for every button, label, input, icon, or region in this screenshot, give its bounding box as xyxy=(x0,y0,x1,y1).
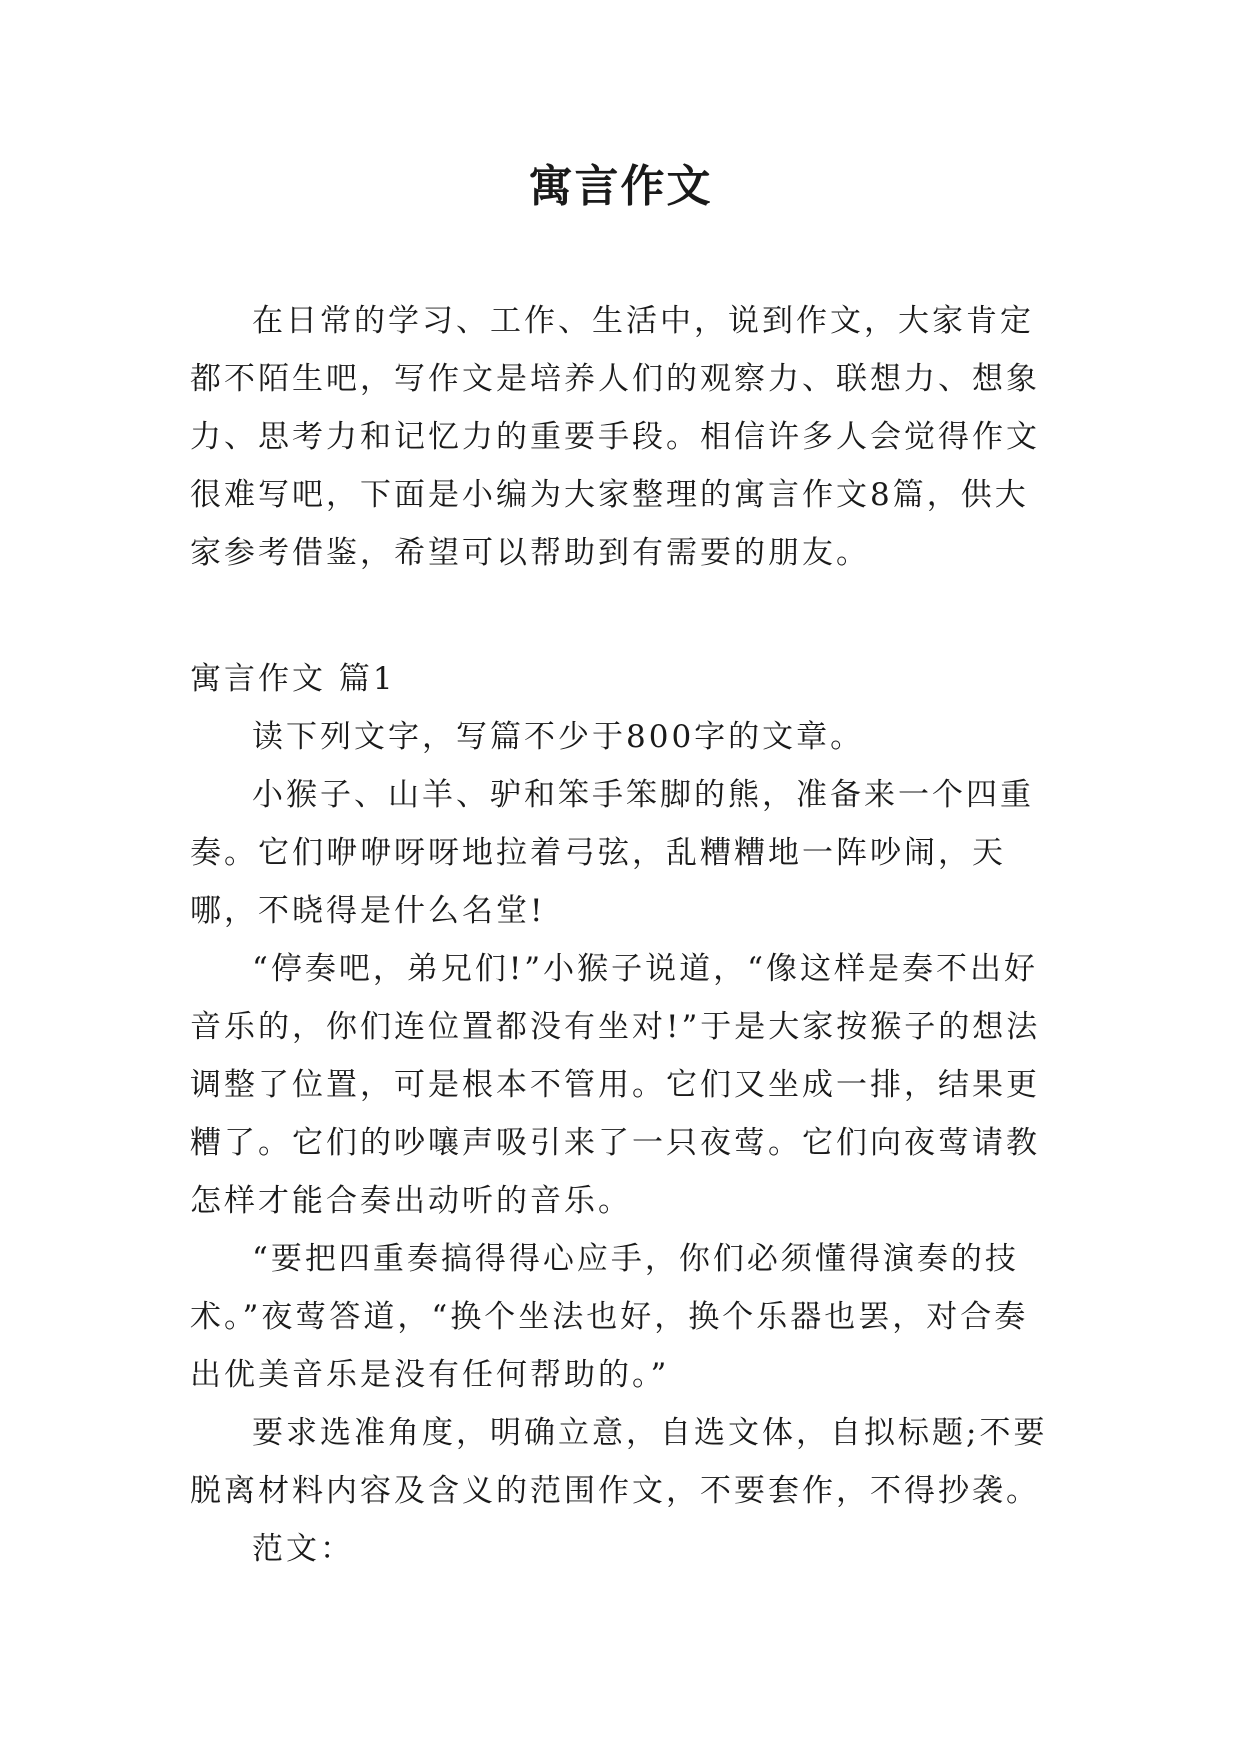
document-title: 寓言作文 xyxy=(528,161,713,212)
paragraph-prompt: 读下列文字，写篇不少于800字的文章。 xyxy=(252,719,865,755)
paragraph-sample-label: 范文： xyxy=(252,1531,354,1567)
document-body xyxy=(190,292,1052,1578)
intro-paragraph: 在日常的学习、工作、生活中，说到作文，大家肯定都不陌生吧，写作文是培养人们的观察力、联想力、想象力、思考力和记忆力的重要手段。相信许多人会觉得作文很难写吧，下面是小编为大家整理的寓言作文8篇，供大家参考借鉴，希望可以帮助到有需要的朋友。 xyxy=(190,303,1040,571)
paragraph-story-opening: 小猴子、山羊、驴和笨手笨脚的熊，准备来一个四重奏。它们咿咿呀呀地拉着弓弦，乱糟糟地一阵吵闹，天哪，不晓得是什么名堂! xyxy=(190,777,1034,929)
paragraph-nightingale-reply: “要把四重奏搞得得心应手，你们必须懂得演奏的技术。”夜莺答道，“换个坐法也好，换个乐器也罢，对合奏出优美音乐是没有任何帮助的。” xyxy=(190,1241,1029,1393)
section-heading: 寓言作文 篇1 xyxy=(190,661,396,697)
paragraph-monkey-speech: “停奏吧，弟兄们!”小猴子说道，“像这样是奏不出好音乐的，你们连位置都没有坐对!”于是大家按猴子的想法调整了位置，可是根本不管用。它们又坐成一排，结果更糟了。它们的吵嚷声吸引来了一只夜莺。它们向夜莺请教怎样才能合奏出动听的音乐。 xyxy=(190,951,1041,1219)
paragraph-requirements: 要求选准角度，明确立意，自选文体，自拟标题;不要脱离材料内容及含义的范围作文，不要套作，不得抄袭。 xyxy=(190,1415,1048,1509)
